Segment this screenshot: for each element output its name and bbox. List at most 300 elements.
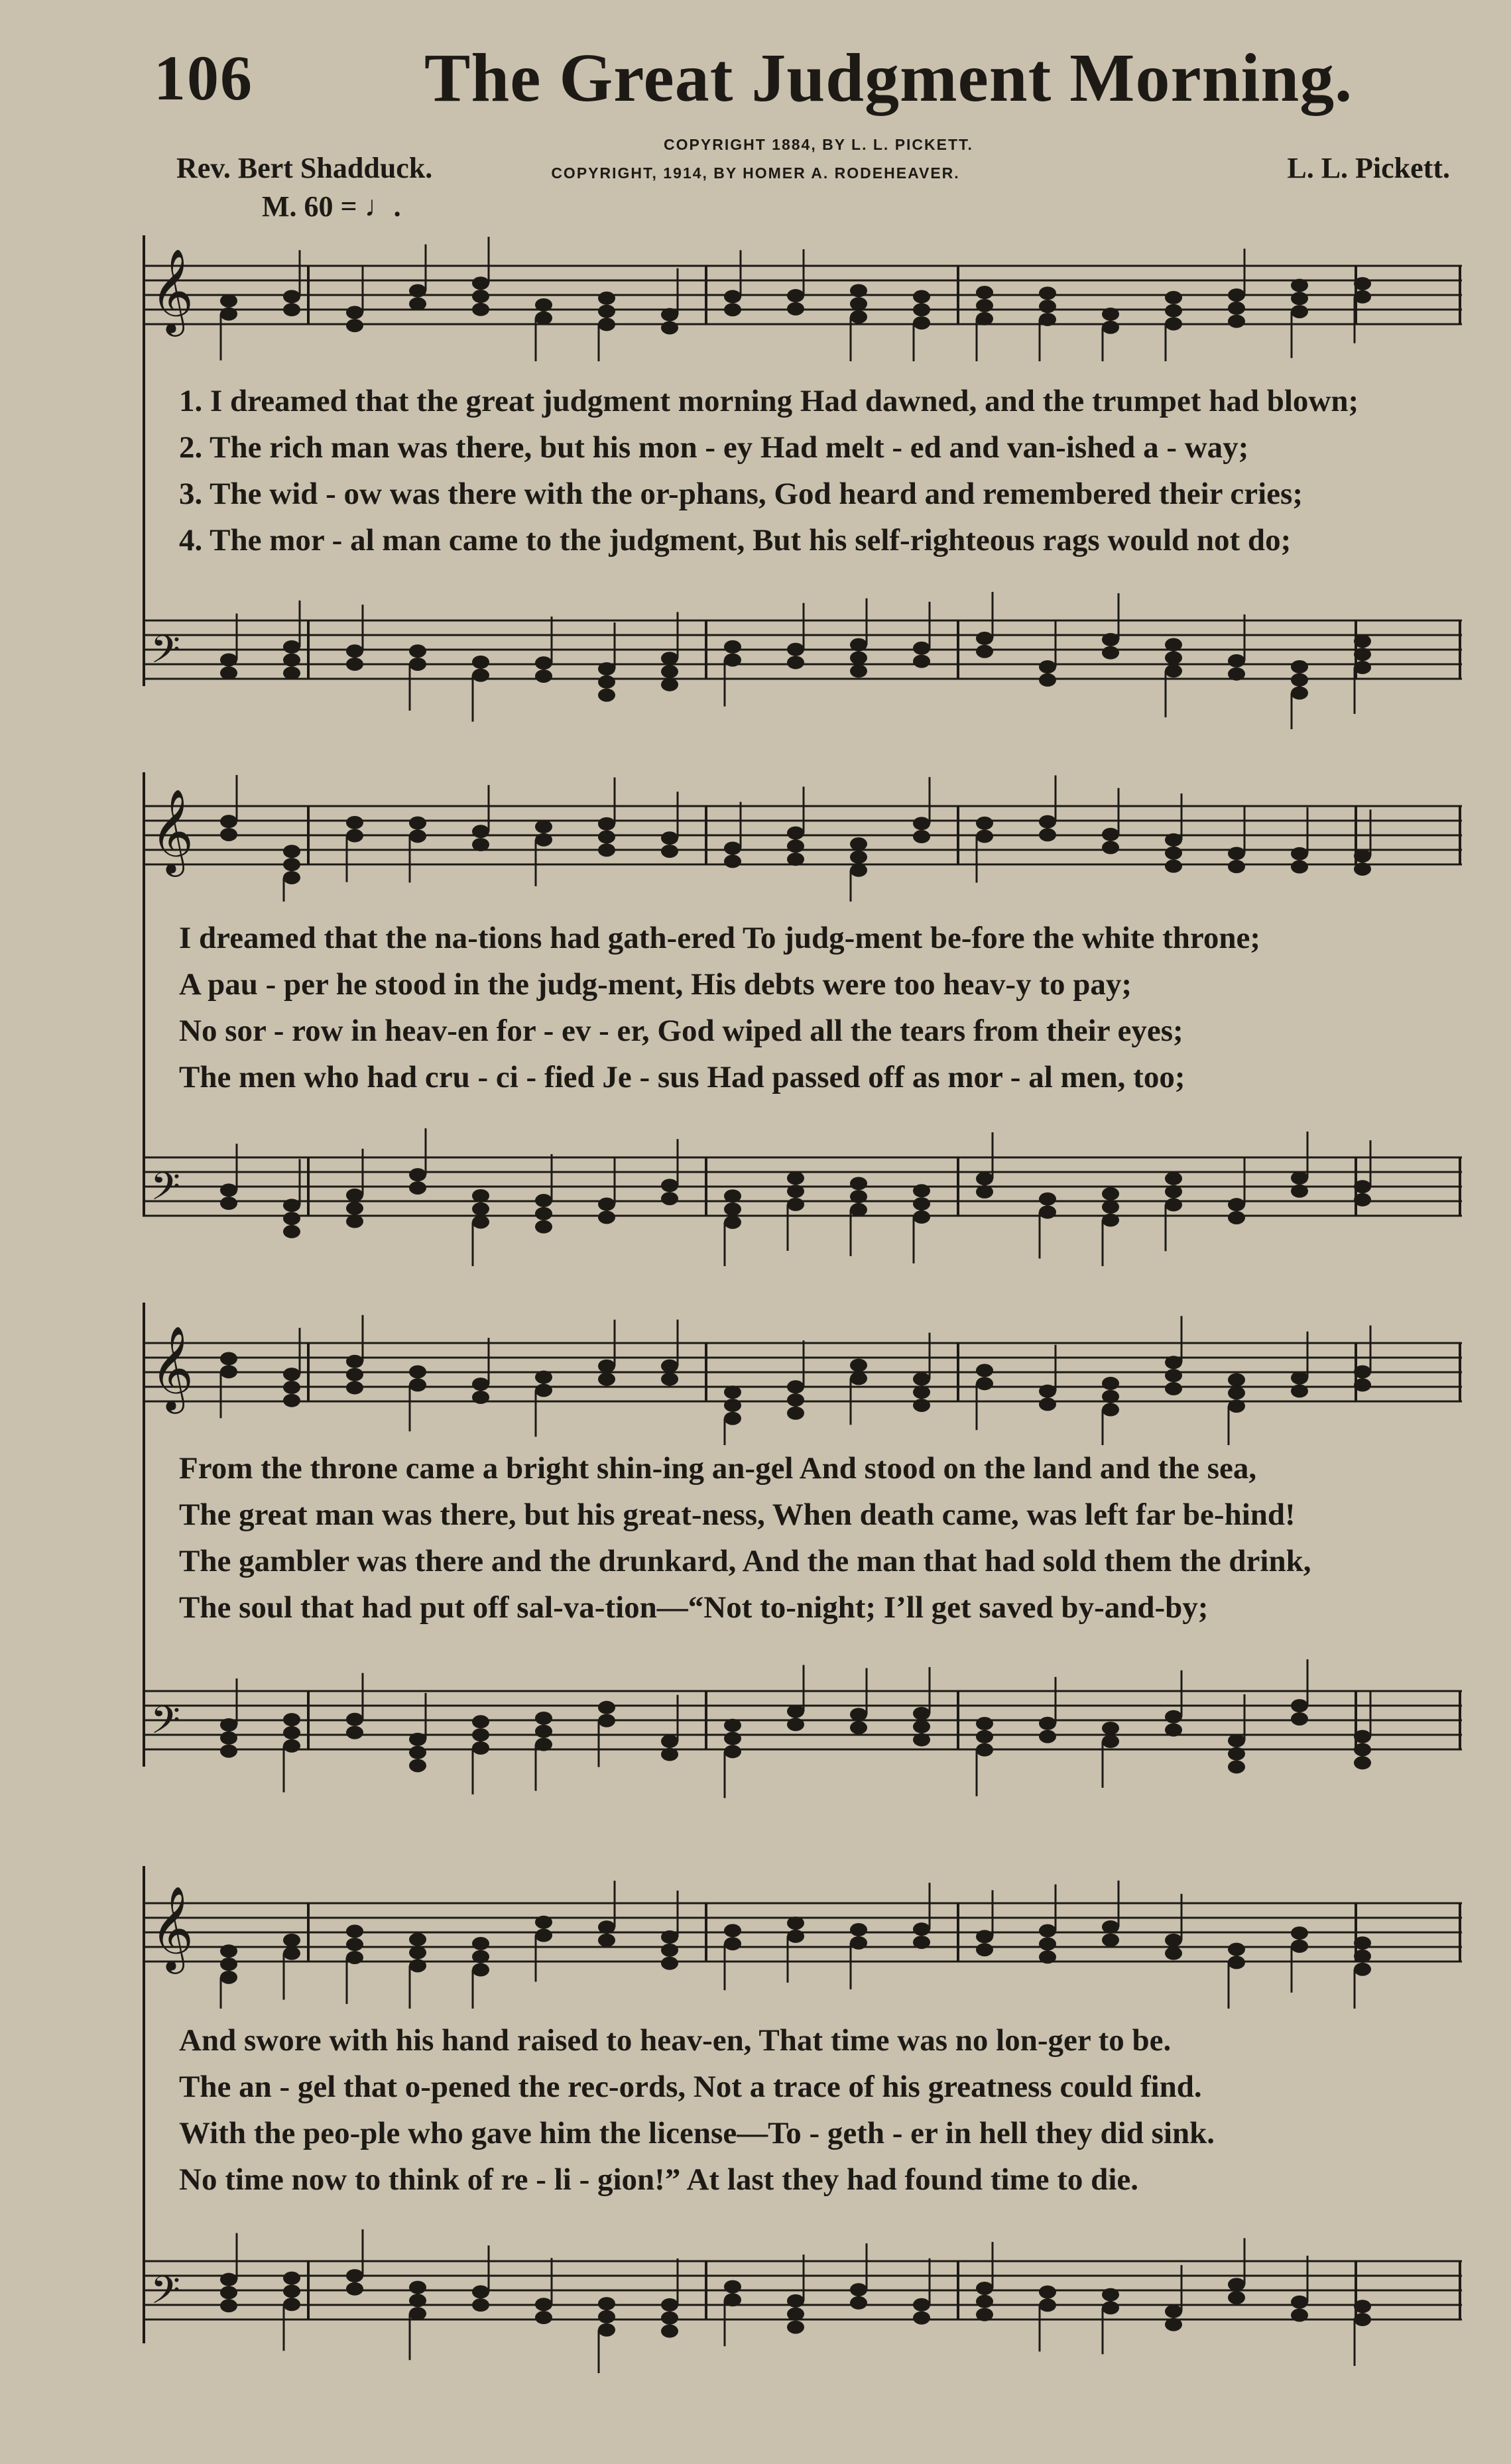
notehead bbox=[346, 2282, 363, 2296]
notehead bbox=[535, 1194, 552, 1207]
notehead bbox=[1228, 847, 1245, 860]
notehead bbox=[661, 1179, 678, 1192]
notehead bbox=[1165, 1185, 1182, 1199]
notehead bbox=[346, 1215, 363, 1228]
notehead bbox=[787, 852, 804, 866]
notehead bbox=[913, 1936, 930, 1949]
lyric-verse-3: With the peo-ple who gave him the license—To - geth - er in hell they did sink. bbox=[179, 2116, 1215, 2150]
notehead bbox=[1039, 1924, 1056, 1938]
bass-staff-4 bbox=[143, 2207, 1462, 2373]
notehead bbox=[409, 297, 426, 310]
notehead bbox=[472, 1963, 489, 1976]
notehead bbox=[1039, 2286, 1056, 2299]
notehead bbox=[724, 1719, 741, 1732]
notehead bbox=[724, 290, 741, 303]
notehead bbox=[472, 656, 489, 669]
notehead bbox=[976, 1730, 993, 1743]
notehead bbox=[220, 2273, 237, 2286]
notehead bbox=[346, 1202, 363, 1215]
notehead bbox=[1165, 1369, 1182, 1382]
notehead bbox=[220, 1718, 237, 1731]
notehead bbox=[787, 1393, 804, 1407]
treble-clef-icon: 𝄞 bbox=[151, 788, 194, 873]
notehead bbox=[1291, 292, 1308, 305]
notehead bbox=[1102, 633, 1119, 646]
treble-staff-1 bbox=[143, 229, 1462, 361]
notehead bbox=[661, 1957, 678, 1970]
notehead bbox=[1354, 1936, 1371, 1950]
notehead bbox=[283, 1726, 300, 1739]
notehead bbox=[598, 305, 615, 318]
notehead bbox=[1354, 661, 1371, 674]
notehead bbox=[220, 2286, 237, 2299]
notehead bbox=[850, 1721, 867, 1734]
notehead bbox=[346, 1368, 363, 1381]
notehead bbox=[598, 675, 615, 689]
notehead bbox=[724, 1745, 741, 1758]
notehead bbox=[724, 1732, 741, 1745]
notehead bbox=[661, 2325, 678, 2338]
notehead bbox=[346, 1355, 363, 1368]
notehead bbox=[220, 294, 237, 308]
notehead bbox=[1165, 664, 1182, 677]
notehead bbox=[787, 289, 804, 302]
notehead bbox=[283, 845, 300, 858]
notehead bbox=[787, 1705, 804, 1718]
notehead bbox=[1165, 2305, 1182, 2318]
staff-drawing bbox=[143, 769, 1462, 902]
notehead bbox=[787, 1380, 804, 1393]
notehead bbox=[535, 1725, 552, 1738]
notehead bbox=[1228, 1747, 1245, 1761]
notehead bbox=[409, 1946, 426, 1960]
notehead bbox=[1228, 2278, 1245, 2291]
staff-drawing bbox=[143, 1856, 1462, 2009]
notehead bbox=[1039, 1205, 1056, 1218]
bass-staff-3 bbox=[143, 1637, 1462, 1803]
notehead bbox=[724, 1203, 741, 1216]
notehead bbox=[1354, 1743, 1371, 1756]
notehead bbox=[1039, 1397, 1056, 1411]
notehead bbox=[283, 1934, 300, 1947]
copyright-1914: COPYRIGHT, 1914, BY HOMER A. RODEHEAVER. bbox=[551, 164, 960, 182]
notehead bbox=[1165, 291, 1182, 304]
notehead bbox=[1291, 1372, 1308, 1385]
notehead bbox=[1102, 1201, 1119, 1214]
notehead bbox=[850, 310, 867, 323]
lyrics-system-3 bbox=[179, 1445, 1492, 1631]
notehead bbox=[913, 1399, 930, 1412]
notehead bbox=[598, 1198, 615, 1211]
notehead bbox=[724, 2293, 741, 2306]
notehead bbox=[661, 1360, 678, 1373]
notehead bbox=[661, 665, 678, 678]
notehead bbox=[1165, 1934, 1182, 1947]
notehead bbox=[850, 1936, 867, 1950]
notehead bbox=[409, 658, 426, 671]
notehead bbox=[409, 1759, 426, 1772]
notehead bbox=[220, 1731, 237, 1745]
notehead bbox=[1291, 686, 1308, 699]
notehead bbox=[472, 290, 489, 303]
notehead bbox=[724, 1399, 741, 1412]
notehead bbox=[283, 2272, 300, 2285]
notehead bbox=[283, 2298, 300, 2311]
notehead bbox=[1165, 833, 1182, 847]
notehead bbox=[283, 1947, 300, 1960]
staff-drawing bbox=[143, 2207, 1462, 2373]
notehead bbox=[283, 2284, 300, 2298]
notehead bbox=[535, 312, 552, 325]
notehead bbox=[1354, 1730, 1371, 1743]
notehead bbox=[976, 1364, 993, 1377]
bass-staff-1 bbox=[143, 570, 1462, 729]
notehead bbox=[1102, 828, 1119, 841]
notehead bbox=[1165, 1382, 1182, 1395]
notehead bbox=[1102, 2288, 1119, 2302]
notehead bbox=[661, 845, 678, 858]
notehead bbox=[1291, 1185, 1308, 1198]
notehead bbox=[1102, 1377, 1119, 1390]
notehead bbox=[409, 1746, 426, 1759]
treble-staff-2 bbox=[143, 769, 1462, 902]
notehead bbox=[1039, 313, 1056, 326]
notehead bbox=[409, 1378, 426, 1391]
notehead bbox=[724, 1385, 741, 1399]
notehead bbox=[598, 1701, 615, 1714]
notehead bbox=[976, 299, 993, 312]
notehead bbox=[283, 858, 300, 871]
notehead bbox=[283, 666, 300, 679]
notehead bbox=[1039, 1385, 1056, 1398]
notehead bbox=[346, 306, 363, 319]
notehead bbox=[661, 1735, 678, 1748]
notehead bbox=[787, 1930, 804, 1943]
notehead bbox=[724, 303, 741, 316]
notehead bbox=[913, 1197, 930, 1210]
notehead bbox=[283, 290, 300, 303]
notehead bbox=[1228, 302, 1245, 315]
notehead bbox=[661, 831, 678, 845]
notehead bbox=[913, 817, 930, 830]
notehead bbox=[1039, 1937, 1056, 1950]
notehead bbox=[1228, 315, 1245, 328]
bass-clef-icon: 𝄢 bbox=[151, 1163, 181, 1218]
notehead bbox=[976, 2282, 993, 2295]
notehead bbox=[346, 1189, 363, 1202]
notehead bbox=[976, 830, 993, 843]
notehead bbox=[850, 638, 867, 652]
notehead bbox=[1291, 2309, 1308, 2322]
notehead bbox=[724, 654, 741, 667]
notehead bbox=[1354, 648, 1371, 661]
notehead bbox=[787, 2308, 804, 2321]
notehead bbox=[850, 1177, 867, 1190]
notehead bbox=[787, 2321, 804, 2334]
notehead bbox=[1102, 1920, 1119, 1934]
notehead bbox=[787, 302, 804, 316]
lyric-verse-3: 3. The wid - ow was there with the or-phans, God heard and remembered their cries; bbox=[179, 477, 1303, 511]
notehead bbox=[1039, 1950, 1056, 1964]
notehead bbox=[1228, 288, 1245, 302]
notehead bbox=[535, 1207, 552, 1220]
notehead bbox=[283, 1212, 300, 1225]
copyright-1884: COPYRIGHT 1884, BY L. L. PICKETT. bbox=[664, 136, 973, 153]
treble-staff-3 bbox=[143, 1299, 1462, 1445]
notehead bbox=[787, 1185, 804, 1198]
notehead bbox=[1165, 1710, 1182, 1724]
notehead bbox=[1354, 1180, 1371, 1193]
notehead bbox=[346, 658, 363, 671]
notehead bbox=[976, 1943, 993, 1956]
notehead bbox=[220, 1197, 237, 1210]
notehead bbox=[976, 817, 993, 830]
notehead bbox=[724, 1189, 741, 1203]
notehead bbox=[1354, 290, 1371, 304]
notehead bbox=[283, 303, 300, 316]
notehead bbox=[472, 1715, 489, 1728]
notehead bbox=[283, 1225, 300, 1238]
notehead bbox=[661, 678, 678, 691]
notehead bbox=[913, 316, 930, 329]
notehead bbox=[661, 1944, 678, 1957]
notehead bbox=[346, 829, 363, 843]
notehead bbox=[472, 303, 489, 316]
notehead bbox=[283, 1739, 300, 1753]
notehead bbox=[472, 1189, 489, 1203]
notehead bbox=[1291, 278, 1308, 292]
notehead bbox=[787, 1198, 804, 1211]
notehead bbox=[220, 666, 237, 679]
notehead bbox=[850, 1359, 867, 1372]
lyric-verse-3: The gambler was there and the drunkard, And the man that had sold them the drink, bbox=[179, 1544, 1311, 1578]
notehead bbox=[220, 1971, 237, 1984]
lyric-verse-4: No time now to think of re - li - gion!” At last they had found time to die. bbox=[179, 2162, 1138, 2197]
notehead bbox=[472, 1937, 489, 1950]
notehead bbox=[598, 843, 615, 856]
staff-drawing bbox=[143, 1299, 1462, 1445]
notehead bbox=[913, 2312, 930, 2325]
notehead bbox=[787, 1407, 804, 1420]
notehead bbox=[1291, 1712, 1308, 1726]
notehead bbox=[850, 1923, 867, 1936]
notehead bbox=[1039, 300, 1056, 313]
notehead bbox=[913, 655, 930, 668]
notehead bbox=[976, 1172, 993, 1185]
notehead bbox=[976, 1377, 993, 1390]
notehead bbox=[1354, 862, 1371, 876]
lyric-verse-2: A pau - per he stood in the judg-ment, His debts were too heav-y to pay; bbox=[179, 967, 1132, 1002]
notehead bbox=[598, 831, 615, 844]
notehead bbox=[1291, 674, 1308, 687]
notehead bbox=[472, 825, 489, 838]
notehead bbox=[409, 1181, 426, 1195]
notehead bbox=[913, 303, 930, 316]
notehead bbox=[787, 643, 804, 656]
bass-staff-2 bbox=[143, 1107, 1462, 1266]
notehead bbox=[346, 1924, 363, 1938]
notehead bbox=[1102, 1403, 1119, 1417]
lyrics-system-2 bbox=[179, 915, 1492, 1100]
notehead bbox=[850, 664, 867, 677]
notehead bbox=[1039, 815, 1056, 829]
notehead bbox=[1291, 1384, 1308, 1397]
notehead bbox=[535, 820, 552, 833]
notehead bbox=[283, 1368, 300, 1381]
notehead bbox=[913, 1733, 930, 1746]
notehead bbox=[724, 842, 741, 855]
notehead bbox=[661, 652, 678, 665]
notehead bbox=[913, 1372, 930, 1385]
notehead bbox=[220, 2299, 237, 2312]
notehead bbox=[913, 642, 930, 655]
notehead bbox=[472, 669, 489, 682]
notehead bbox=[346, 1381, 363, 1394]
notehead bbox=[220, 1745, 237, 1758]
notehead bbox=[1228, 860, 1245, 873]
notehead bbox=[976, 632, 993, 645]
notehead bbox=[1291, 660, 1308, 674]
notehead bbox=[409, 1168, 426, 1181]
notehead bbox=[787, 827, 804, 840]
notehead bbox=[850, 851, 867, 864]
notehead bbox=[346, 1951, 363, 1964]
notehead bbox=[1228, 1386, 1245, 1399]
notehead bbox=[913, 1385, 930, 1399]
lyric-verse-1: 1. I dreamed that the great judgment morning Had dawned, and the trumpet had blown; bbox=[179, 384, 1359, 418]
notehead bbox=[1354, 1378, 1371, 1391]
notehead bbox=[1354, 2300, 1371, 2313]
lyric-verse-2: The an - gel that o-pened the rec-ords, Not a trace of his greatness could find. bbox=[179, 2070, 1202, 2104]
notehead bbox=[1228, 1198, 1245, 1211]
notehead bbox=[346, 319, 363, 332]
notehead bbox=[787, 1916, 804, 1930]
notehead bbox=[1039, 828, 1056, 841]
notehead bbox=[535, 1383, 552, 1397]
composer: L. L. Pickett. bbox=[1287, 152, 1450, 184]
notehead bbox=[346, 1938, 363, 1951]
notehead bbox=[724, 1937, 741, 1950]
notehead bbox=[409, 829, 426, 843]
notehead bbox=[409, 2281, 426, 2294]
notehead bbox=[1228, 1943, 1245, 1956]
notehead bbox=[661, 1748, 678, 1761]
notehead bbox=[1291, 2296, 1308, 2309]
notehead bbox=[661, 321, 678, 334]
notehead bbox=[976, 312, 993, 325]
notehead bbox=[346, 816, 363, 829]
notehead bbox=[976, 1717, 993, 1730]
notehead bbox=[661, 1372, 678, 1385]
notehead bbox=[1228, 1734, 1245, 1747]
lyric-verse-4: The soul that had put off sal-va-tion—“Not to-night; I’ll get saved by-and-by; bbox=[179, 1590, 1209, 1625]
notehead bbox=[598, 1714, 615, 1728]
notehead bbox=[535, 1929, 552, 1942]
notehead bbox=[724, 854, 741, 868]
lyric-verse-2: The great man was there, but his great-ness, When death came, was left far be-hind! bbox=[179, 1497, 1296, 1532]
notehead bbox=[1354, 1963, 1371, 1976]
notehead bbox=[283, 640, 300, 654]
notehead bbox=[976, 286, 993, 299]
notehead bbox=[1354, 1365, 1371, 1378]
notehead bbox=[1354, 1756, 1371, 1769]
notehead bbox=[598, 1360, 615, 1373]
notehead bbox=[1291, 860, 1308, 874]
lyrics-system-1 bbox=[179, 378, 1492, 563]
tempo-marking: M. 60 = ♩. bbox=[262, 190, 401, 223]
notehead bbox=[472, 838, 489, 851]
notehead bbox=[850, 651, 867, 664]
notehead bbox=[1291, 1699, 1308, 1712]
notehead bbox=[1165, 304, 1182, 318]
notehead bbox=[535, 1220, 552, 1234]
notehead bbox=[913, 830, 930, 843]
notehead bbox=[1291, 1926, 1308, 1940]
notehead bbox=[724, 1216, 741, 1229]
notehead bbox=[661, 1192, 678, 1205]
notehead bbox=[661, 2298, 678, 2312]
notehead bbox=[976, 1185, 993, 1199]
notehead bbox=[598, 1920, 615, 1934]
notehead bbox=[1228, 654, 1245, 668]
staff-drawing bbox=[143, 229, 1462, 361]
notehead bbox=[1102, 841, 1119, 854]
notehead bbox=[535, 656, 552, 670]
notehead bbox=[724, 640, 741, 654]
notehead bbox=[283, 654, 300, 667]
lyricist: Rev. Bert Shadduck. bbox=[176, 152, 433, 184]
notehead bbox=[472, 2285, 489, 2298]
notehead bbox=[220, 815, 237, 828]
notehead bbox=[1102, 1934, 1119, 1947]
notehead bbox=[976, 2308, 993, 2321]
notehead bbox=[220, 828, 237, 841]
notehead bbox=[472, 1950, 489, 1964]
notehead bbox=[1354, 1193, 1371, 1206]
notehead bbox=[283, 1381, 300, 1394]
notehead bbox=[409, 817, 426, 830]
notehead bbox=[409, 284, 426, 298]
notehead bbox=[850, 1203, 867, 1216]
notehead bbox=[787, 656, 804, 669]
notehead bbox=[535, 2298, 552, 2311]
lyrics-system-4 bbox=[179, 2017, 1492, 2203]
notehead bbox=[976, 1930, 993, 1943]
notehead bbox=[913, 2298, 930, 2312]
notehead bbox=[724, 1412, 741, 1425]
notehead bbox=[1102, 1187, 1119, 1201]
notehead bbox=[913, 290, 930, 304]
bass-clef-icon: 𝄢 bbox=[151, 2267, 181, 2322]
notehead bbox=[1165, 1947, 1182, 1960]
notehead bbox=[535, 670, 552, 683]
lyric-verse-1: I dreamed that the na-tions had gath-ered To judg-ment be-fore the white throne; bbox=[179, 921, 1261, 955]
notehead bbox=[346, 2269, 363, 2282]
notehead bbox=[1228, 1760, 1245, 1773]
notehead bbox=[1039, 660, 1056, 674]
notehead bbox=[1165, 1356, 1182, 1369]
notehead bbox=[724, 1924, 741, 1937]
treble-clef-icon: 𝄞 bbox=[151, 1324, 194, 1410]
notehead bbox=[1102, 1735, 1119, 1748]
notehead bbox=[598, 662, 615, 675]
notehead bbox=[1354, 277, 1371, 290]
notehead bbox=[346, 1726, 363, 1739]
notehead bbox=[787, 839, 804, 852]
staff-drawing bbox=[143, 570, 1462, 729]
notehead bbox=[1165, 1172, 1182, 1185]
notehead bbox=[535, 2311, 552, 2324]
